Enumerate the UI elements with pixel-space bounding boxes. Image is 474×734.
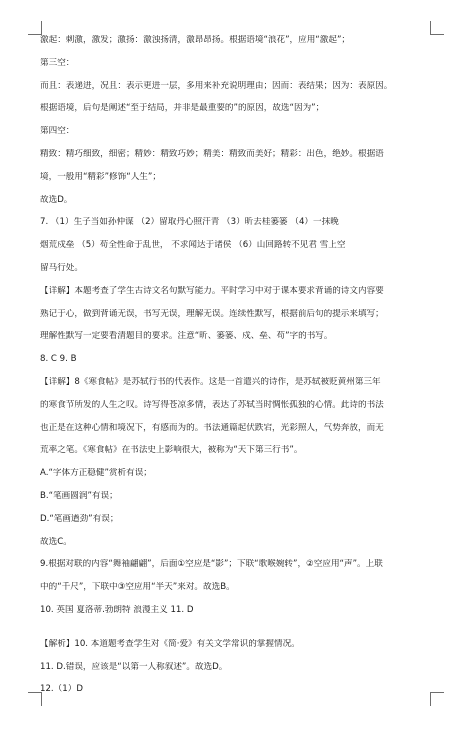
detail-explanation: 熟记于心，做到背诵无误，书写无误，理解无误。连续性默写，根据前后句的提示来填写； (40, 308, 384, 319)
spacer (40, 628, 438, 639)
answer-line: 故选C。 (40, 536, 72, 547)
question-7-answer: 留马行处。 (40, 262, 83, 273)
detail-explanation: 荒率之笔。《寒食帖》在书法史上影响很大，被称为“天下第三行书”。 (40, 445, 303, 456)
detail-explanation: 【详解】8《寒食帖》是苏轼行书的代表作。这是一首遣兴的诗作，是苏轼被贬黄州第三年 (40, 376, 381, 387)
question-11-explanation: 11. D.错误，应该是“以第一人称叙述”。故选D。 (40, 661, 228, 672)
answer-document (40, 35, 438, 707)
question-8-9-answer: 8. C 9. B (40, 354, 77, 365)
detail-explanation: 的寒食节所发的人生之叹。诗写得苍凉多情，表达了苏轼当时惆怅孤独的心情。此诗的书法 (40, 399, 384, 410)
option-b-note: B.“笔画圆润”有误； (40, 490, 118, 501)
option-d-note: D.“笔画遒劲”有误； (40, 513, 119, 524)
question-12-answer: 12.（1）D (40, 684, 83, 695)
question-10-11-answer: 10. 英国 夏洛蒂.勃朗特 浪漫主义 11. D (40, 604, 194, 615)
text-line: 精致：精巧细致，细密；精妙：精致巧妙；精美：精致而美好；精彩：出色，绝妙。根据语 (40, 148, 384, 159)
crop-mark-top-right (430, 21, 444, 35)
crop-mark-top-left (28, 21, 42, 35)
answer-line: 故选D。 (40, 194, 73, 205)
section-heading: 第四空： (40, 126, 75, 137)
question-9-explanation: 中的“千尺”，下联中③空应用“半天”来对。故选B。 (40, 582, 235, 593)
option-a-note: A.“字体方正稳健”赏析有误； (40, 468, 152, 479)
text-line: 而且：表递进，况且：表示更进一层，多用来补充说明理由；因而：表结果；因为：表原因。 (40, 80, 393, 91)
question-7-answer: 烟荒戍垒 （5）苟全性命于乱世， 不求闻达于诸侯 （6）山回路转不见君 雪上空 (40, 240, 346, 251)
text-line: 境，一般用“精彩”修饰“人生”； (40, 171, 161, 182)
question-9-explanation: 9.根据对联的内容“舞袖翩翩”，后面①空应是“影”；下联“歌喉婉转”，②空应用“声”。上联 (40, 559, 383, 570)
detail-explanation: 【详解】本题考查了学生古诗文名句默写能力。平时学习中对于课本要求背诵的诗文内容要 (40, 285, 384, 296)
text-line: 根据语境，后句是阐述“至于结局，并非是最重要的”的原因，故选“因为”； (40, 103, 325, 114)
question-7-answer: 7. （1）生子当如孙仲谋 （2）留取丹心照汗青 （3）昕去桂篓篓 （4）一抹晚 (40, 217, 339, 228)
text-line: 激起：刺激，激发；激扬：激浊扬清，激昂昂扬。根据语境“浪花”，应用“激起”； (40, 35, 350, 45)
section-heading: 第三空： (40, 57, 75, 68)
detail-explanation: 理解性默写一定要看清题目的要求。注意“昕、篓篓、戍、垒、苟”字的书写。 (40, 331, 333, 342)
detail-explanation: 也正是在这种心情和境况下，有感而为的。书法通篇起伏跌宕，光彩照人，气势奔放，而无 (40, 422, 384, 433)
analysis-line: 【解析】10. 本道题考查学生对《简·爱》有关文学常识的掌握情况。 (40, 638, 300, 649)
